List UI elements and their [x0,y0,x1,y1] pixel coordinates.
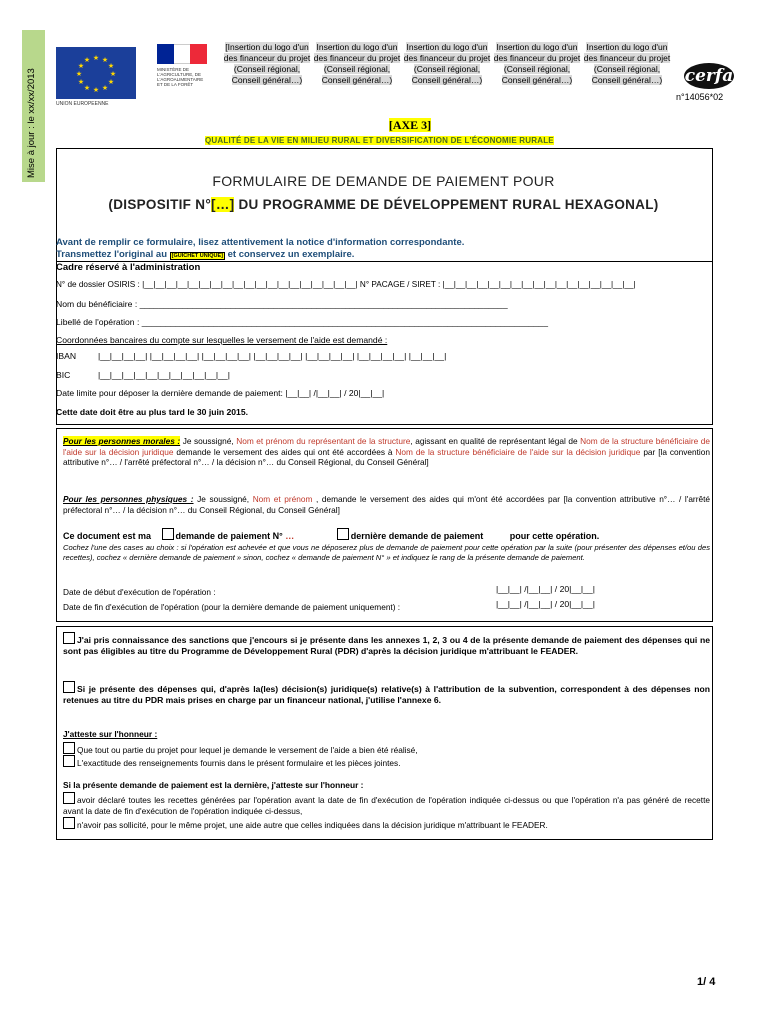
atteste-item-1: Que tout ou partie du projet pour lequel je demande le versement de l'aide a bien été réalisé, [63,742,710,756]
beneficiaire-field[interactable]: Nom du bénéficiaire : _____________________________________________________________________________ [56,299,508,309]
financeur-logo-1: [Insertion du logo d'un des financeur du projet (Conseil régional, Conseil général…) [223,42,311,85]
page-number: 1/ 4 [697,976,716,988]
svg-text:★: ★ [77,78,85,86]
derniere1-checkbox[interactable] [63,792,75,804]
iban-label: IBAN [56,351,77,361]
document-type: Ce document est ma demande de paiement N° … dernière demande de paiement pour cette opération. [63,528,599,541]
financeur-logo-2: Insertion du logo d'un des financeur du projet (Conseil régional, Conseil général…) [313,42,401,85]
form-title: FORMULAIRE DE DEMANDE DE PAIEMENT POUR [212,173,555,189]
side-label: Mise à jour : le xx/xx/2013 [26,68,37,178]
cerfa-logo: cerfa [684,63,734,89]
date-debut-field[interactable]: |__|__| /|__|__| / 20|__|__| [496,584,595,594]
derniere-title: Si la présente demande de paiement est la dernière, j'atteste sur l'honneur : [63,780,364,790]
svg-text:★: ★ [107,78,115,86]
atteste2-checkbox[interactable] [63,755,75,767]
demande-checkbox[interactable] [162,528,174,540]
document-note: Cochez l'une des cases au choix : si l'opération est achevée et que vous ne déposerez plus de demande de paiement pour cette opération par la suite (pour présenter des dépenses et/ou des recettes), cochez « dernière demande de paiement » sinon, cochez « demande de paiement N° » et indiquez le rang de la présente demande de paiement. [63,543,710,562]
libelle-field[interactable]: Libellé de l'opération : _____________________________________________________________________________________ [56,317,548,327]
atteste-item-2: L'exactitude des renseignements fournis dans le présent formulaire et les pièces jointes. [63,755,710,769]
svg-text:★: ★ [77,62,85,70]
french-flag-icon [157,44,207,64]
atteste1-checkbox[interactable] [63,742,75,754]
financeur-logo-3: Insertion du logo d'un des financeur du projet (Conseil régional, Conseil général…) [403,42,491,85]
personnes-morales: Pour les personnes morales : Je soussigné, Nom et prénom du représentant de la structure, agissant en qualité de représentant légal de Nom de la structure bénéficiaire de l'aide sur la décision juridique demande le versement des aides qui ont été accordées à Nom de la structure bénéficiaire de l'aide sur la décision juridique par [la convention attributive n°… / l'arrêté préfectoral n°… / la décision n°… du Conseil Régional, du Conseil Général] [63,436,711,467]
svg-text:★: ★ [107,62,115,70]
svg-text:★: ★ [75,70,83,78]
svg-text:★: ★ [92,54,100,62]
sanctions-checkbox[interactable] [63,632,75,644]
date-fin-label: Date de fin d'exécution de l'opération (pour la dernière demande de paiement uniquement) : [63,602,401,612]
eu-stars-icon [56,47,136,99]
personnes-physiques: Pour les personnes physiques : Je soussigné, Nom et prénom , demande le versement des aides qui m'ont été accordées par [la convention attributive n°… / l'arrêté préfectoral n°… / la décision n°… du Conseil Régional, du Conseil Général] [63,494,710,515]
coord-label: Coordonnées bancaires du compte sur lesquelles le versement de l'aide est demandé : [56,335,388,345]
derniere-item-1: avoir déclaré toutes les recettes générées par l'opération avant la date de fin d'exécution de l'opération indiquée ci-dessus ou que l'opération n'a pas généré de recette avant la date de fin d'exécution de l'opération indiquée ci-dessus, [63,792,710,816]
iban-field[interactable]: |__|__|__|__| |__|__|__|__| |__|__|__|__| |__|__|__|__| |__|__|__|__| |__|__|__|__| |__|__|__| [98,351,447,361]
side-bar [22,30,45,182]
financeur-logo-4: Insertion du logo d'un des financeur du projet (Conseil régional, Conseil général…) [493,42,581,85]
date-limite[interactable]: Date limite pour déposer la dernière demande de paiement: |__|__| /|__|__| / 20|__|__| [56,388,385,398]
osiris-field[interactable]: N° de dossier OSIRIS : |__|__|__|__|__|__|__|__|__|__|__|__|__|__|__|__|__|__|__| N° PACAGE / SIRET : |__|__|__|__|__|__|__|__|__|__|__|__|__|__|__|__|__| [56,280,636,289]
cerfa-number: n°14056*02 [676,92,724,102]
svg-text:★: ★ [83,84,91,92]
eu-flag-logo [56,47,136,99]
ministry-logo [157,44,207,106]
axe-subtitle: QUALITÉ DE LA VIE EN MILIEU RURAL ET DIVERSIFICATION DE L'ÉCONOMIE RURALE [205,136,554,145]
bic-label: BIC [56,370,71,380]
eu-logo-caption: UNION EUROPEENNE [56,101,109,107]
svg-text:★: ★ [83,56,91,64]
notice-text: Avant de remplir ce formulaire, lisez attentivement la notice d'information correspondante. Transmettez l'original au [GUICHET UNIQUE] et conservez un exemplaire. [56,237,465,260]
depenses-checkbox[interactable] [63,681,75,693]
form-subtitle: (DISPOSITIF N°[…] DU PROGRAMME DE DÉVELOPPEMENT RURAL HEXAGONAL) [108,197,659,212]
svg-text:★: ★ [101,56,109,64]
date-note: Cette date doit être au plus tard le 30 juin 2015. [56,407,248,417]
svg-text:★: ★ [109,70,117,78]
date-debut-label: Date de début d'exécution de l'opération : [63,587,216,597]
sanctions-text: J'ai pris connaissance des sanctions que j'encours si je présente dans les annexes 1, 2, 3 ou 4 de la présente demande de paiement des dépenses qui ne sont pas éligibles au titre du Programme de Développement Rural (PDR) d'après la décision juridique m'attribuant le FEADER. [63,632,710,656]
financeur-logo-5: Insertion du logo d'un des financeur du projet (Conseil régional, Conseil général…) [583,42,671,85]
depenses-text: Si je présente des dépenses qui, d'après la(les) décision(s) juridique(s) relative(s) à l'attribution de la subvention, correspondent à des dépenses non retenues au titre du PDR mais prises en charge par un financeur national, j'utilise l'annexe 6. [63,681,710,705]
date-fin-field[interactable]: |__|__| /|__|__| / 20|__|__| [496,599,595,609]
ministry-caption: MINISTÈRE DE L'AGRICULTURE, DE L'AGROALIMENTAIRE ET DE LA FORÊT [157,67,204,87]
derniere-checkbox[interactable] [337,528,349,540]
bic-field[interactable]: |__|__|__|__|__|__|__|__|__|__|__| [98,370,230,380]
derniere-item-2: n'avoir pas sollicité, pour le même projet, une aide autre que celles indiquées dans la décision juridique m'attribuant le FEADER. [63,817,710,831]
admin-title: Cadre réservé à l'administration [56,262,201,273]
derniere2-checkbox[interactable] [63,817,75,829]
axe-label: [AXE 3] [388,118,432,132]
svg-text:★: ★ [101,84,109,92]
atteste-title: J'atteste sur l'honneur : [63,729,158,739]
svg-text:★: ★ [92,86,100,94]
